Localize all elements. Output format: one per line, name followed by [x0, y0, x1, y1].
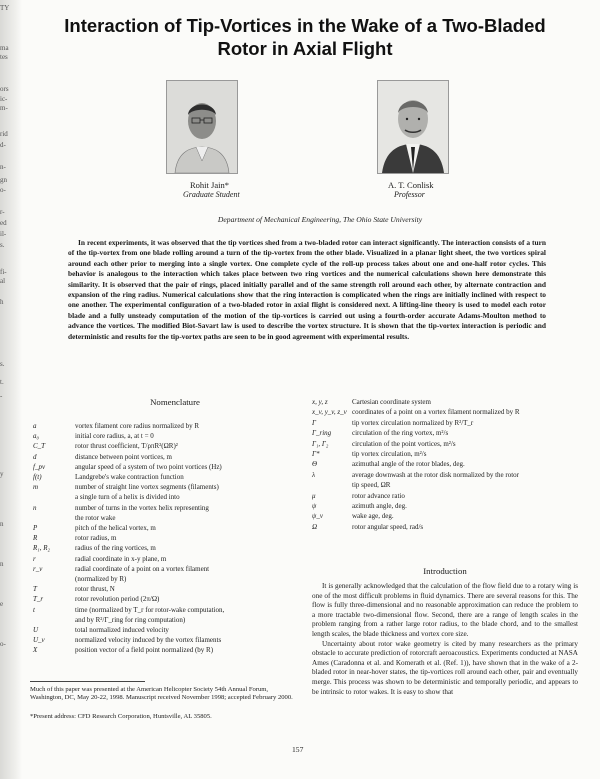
nomenclature-definition: a single turn of a helix is divided into — [75, 493, 180, 502]
nomenclature-definition: average downwash at the rotor disk normalized by the rotor — [352, 470, 519, 479]
nomenclature-definition: radius of the ring vortices, m — [75, 544, 156, 553]
nomenclature-definition: radial coordinate of a point on a vortex filament — [75, 564, 210, 573]
footnote-address: *Present address: CFD Research Corporation, Huntsville, AL 35805. — [30, 713, 212, 720]
nomenclature-symbol: C_T — [33, 442, 46, 451]
nomenclature-definition: rotor thrust, N — [75, 585, 115, 594]
nomenclature-symbol: T — [33, 585, 37, 594]
nomenclature-symbol: Γ₁, Γ₂ — [312, 439, 329, 448]
margin-fragment: r- — [0, 208, 5, 216]
intro-paragraph: Uncertainty about rotor wake geometry is cited by many researchers as the primary obstacle to accurate prediction of rotorcraft aeroacoustics. Experiments conducted at NASA Ames (Caradonna et al. and Komerath et al. (Ref. 1)), have shown that in the wake of a 2-bladed rotor in near-hover states, the tip-vortices roll around each other, pair and eventually merge. This process was shown to be deterministic and temporally periodic, and appears to be intrinsic to rotor wakes. It is easy to show that — [312, 639, 578, 696]
intro-paragraph: It is generally acknowledged that the calculation of the flow field due to a rotary wing is one of the most difficult problems in fluid dynamics. There are several reasons for this. The flow is fully three-dimensional and no reasonable approximation can reduce the problem to a more tractable two-dimensional flow. Second, there are a range of length scales in the problem ranging from a rather large rotor radius, to the blade chord, and to the smallest length scales, the blade thickness and vortex core size. — [312, 582, 578, 638]
nomenclature-definition: and by R²/Γ_ring for ring computation) — [75, 615, 186, 624]
nomenclature-definition: number of turns in the vortex helix representing — [75, 503, 209, 512]
margin-fragment: d- — [0, 141, 6, 149]
nomenclature-symbol: n — [33, 503, 37, 512]
nomenclature-symbol: t — [33, 605, 35, 614]
nomenclature-symbol: r — [33, 554, 36, 563]
margin-fragment: h — [0, 298, 4, 306]
margin-fragment: o- — [0, 186, 6, 194]
nomenclature-definition: rotor thrust coefficient, T/ρπR²(ΩR)² — [75, 442, 178, 451]
affiliation: Department of Mechanical Engineering, The Ohio State University — [217, 215, 423, 224]
nomenclature-symbol: X — [33, 646, 38, 655]
margin-fragment: ors — [0, 85, 9, 93]
margin-fragment: n — [0, 560, 4, 568]
nomenclature-symbol: d — [33, 452, 37, 461]
introduction-body — [312, 582, 578, 697]
footnote-rule — [30, 681, 145, 682]
nomenclature-definition: the rotor wake — [75, 513, 116, 522]
nomenclature-definition: position vector of a field point normalized (by R) — [75, 646, 214, 655]
margin-fragment: s. — [0, 360, 5, 368]
nomenclature-symbol: Θ — [312, 460, 318, 469]
nomenclature-symbol: ψ_v — [312, 512, 323, 521]
nomenclature-symbol: x, y, z — [312, 398, 328, 406]
nomenclature-symbol: Γ — [312, 418, 316, 427]
footnote-presentation: Much of this paper was presented at the American Helicopter Society 54th Annual Forum, Washington, DC, May 20-22, 1998. Manuscript received November 1998; accepted February 2000. — [30, 686, 293, 702]
nomenclature-definition: time (normalized by T_r for rotor-wake computation, — [75, 605, 225, 614]
margin-fragment: n- — [0, 163, 6, 171]
nomenclature-definition: initial core radius, a, at t = 0 — [75, 432, 154, 441]
nomenclature-definition: total normalized induced velocity — [75, 626, 169, 634]
nomenclature-symbol: x_v, y_v, z_v — [312, 408, 347, 417]
nomenclature-definition: vortex filament core radius normalized by R — [75, 422, 200, 430]
nomenclature-definition: radial coordinate in x-y plane, m — [75, 554, 167, 563]
author-photo-conlisk — [377, 80, 449, 174]
margin-fragment: e — [0, 600, 4, 608]
nomenclature-definition: circulation of the point vortices, m²/s — [352, 439, 456, 448]
nomenclature-definition: number of straight line vortex segments (filaments) — [75, 483, 219, 492]
nomenclature-definition: angular speed of a system of two point vortices (Hz) — [75, 462, 222, 471]
nomenclature-symbol: λ — [312, 470, 316, 479]
nomenclature-definition: rotor revolution period (2π/Ω) — [75, 595, 160, 604]
margin-fragment: t. — [0, 378, 4, 386]
nomenclature-symbol: Ω — [312, 522, 318, 531]
nomenclature-definition: circulation of the ring vortex, m²/s — [352, 429, 449, 438]
nomenclature-definition: tip vortex circulation, m²/s — [352, 450, 427, 458]
author-name-1: Rohit Jain* — [190, 180, 229, 190]
nomenclature-definition: rotor advance ratio — [352, 491, 405, 500]
author-photo-jain — [166, 80, 238, 174]
page-number: 157 — [292, 745, 304, 754]
margin-fragment: ma — [0, 44, 9, 52]
nomenclature-definition: azimuthal angle of the rotor blades, deg. — [352, 460, 465, 469]
nomenclature-definition: tip speed, ΩR — [352, 481, 391, 490]
nomenclature-symbol: r_v — [33, 564, 43, 573]
margin-fragment: fi- — [0, 268, 7, 276]
nomenclature-symbol: R — [33, 534, 38, 543]
author-role-1: Graduate Student — [183, 190, 240, 199]
margin-fragment: s. — [0, 241, 5, 249]
margin-fragment: il- — [0, 230, 7, 238]
nomenclature-symbol: m — [33, 483, 39, 492]
margin-fragment: gn — [0, 176, 7, 184]
margin-fragment: o- — [0, 640, 6, 648]
nomenclature-definition: tip vortex circulation normalized by R²/T_r — [352, 418, 474, 427]
nomenclature-symbol: T_r — [33, 595, 44, 604]
margin-fragment: TY — [0, 4, 10, 12]
nomenclature-symbol: f(t) — [33, 473, 42, 481]
margin-fragment: n — [0, 520, 4, 528]
nomenclature-definition: wake age, deg. — [352, 512, 394, 521]
margin-fragment: rid — [0, 130, 8, 138]
nomenclature-symbol: μ — [312, 491, 316, 500]
nomenclature-definition: rotor radius, m — [75, 534, 117, 543]
nomenclature-definition: azimuth angle, deg. — [352, 502, 407, 510]
paper-title: Interaction of Tip-Vortices in the Wake of a Two-Bladed Rotor in Axial Flight — [64, 15, 546, 59]
author-name-2: A. T. Conlisk — [388, 180, 434, 190]
scanned-margin-strip — [0, 0, 22, 779]
nomenclature-symbol: P — [33, 524, 38, 532]
author-role-2: Professor — [394, 190, 425, 199]
nomenclature-definition: (normalized by R) — [75, 575, 127, 583]
margin-fragment: m- — [0, 104, 8, 112]
nomenclature-definition: coordinates of a point on a vortex filament normalized by R — [352, 408, 520, 417]
nomenclature-symbol: U_v — [33, 636, 45, 645]
nomenclature-definition: normalized velocity induced by the vortex filaments — [75, 636, 222, 645]
introduction-heading: Introduction — [423, 566, 467, 576]
nomenclature-symbol: f_pv — [33, 462, 46, 471]
nomenclature-symbol: Γ_ring — [312, 429, 332, 438]
nomenclature-symbol: ψ — [312, 502, 317, 510]
nomenclature-symbol: a — [33, 422, 37, 430]
abstract: In recent experiments, it was observed that the tip vortices shed from a two-bladed rotor can interact significantly. The interaction consists of a turn of the tip-vortex from one blade rolling around a turn of the tip-vortex from the other blade. Visualized in a planar light sheet, the two vortices spiral around each other prior to merging into a single vortex. One complete cycle of the roll-up process takes about one and one-half rotor cycles. This behavior is analogous to the interaction which takes place between two ring vortices and the numerical calculations shown here demonstrate this similarity. It is observed that the pair of rings, placed initially parallel and of the same strength roll around each other, by alternate contraction and expansion of the ring radius. Numerical calculations show that the ring interaction is complicated when the rings are initially inclined with respect to one another. The experimental configuration of a two-bladed rotor in axial flight is considered next. A lifting-line theory is used to model each rotor blade and a fully unsteady computation of the motion of the tip-vortices is carried out using a fourth-order accurate Adams-Moulton method to advance the vortices. The modified Biot-Savart law is used to describe the vortex structure. It is shown that the tip-vortex interaction is periodic and deterministic and results for the tip-vortex paths are seen to be in good agreement with experimental results. — [68, 238, 546, 341]
nomenclature-definition: Cartesian coordinate system — [352, 398, 431, 406]
nomenclature-definition: pitch of the helical vortex, m — [75, 524, 156, 532]
nomenclature-symbol: R₁, R₂ — [33, 544, 50, 553]
nomenclature-definition: rotor angular speed, rad/s — [352, 522, 424, 531]
margin-fragment: tes — [0, 53, 8, 61]
margin-fragment: - — [0, 392, 3, 400]
nomenclature-heading: Nomenclature — [150, 397, 200, 407]
nomenclature-symbol: U — [33, 626, 39, 634]
nomenclature-definition: Landgrebe's wake contraction function — [75, 473, 184, 481]
margin-fragment: al — [0, 277, 6, 285]
nomenclature-symbol: Γ* — [312, 450, 320, 458]
margin-fragment: y — [0, 470, 4, 478]
margin-fragment: ic- — [0, 95, 8, 103]
nomenclature-symbol: a₀ — [33, 432, 39, 441]
margin-fragment: ed — [0, 219, 7, 227]
nomenclature-definition: distance between point vortices, m — [75, 452, 172, 461]
